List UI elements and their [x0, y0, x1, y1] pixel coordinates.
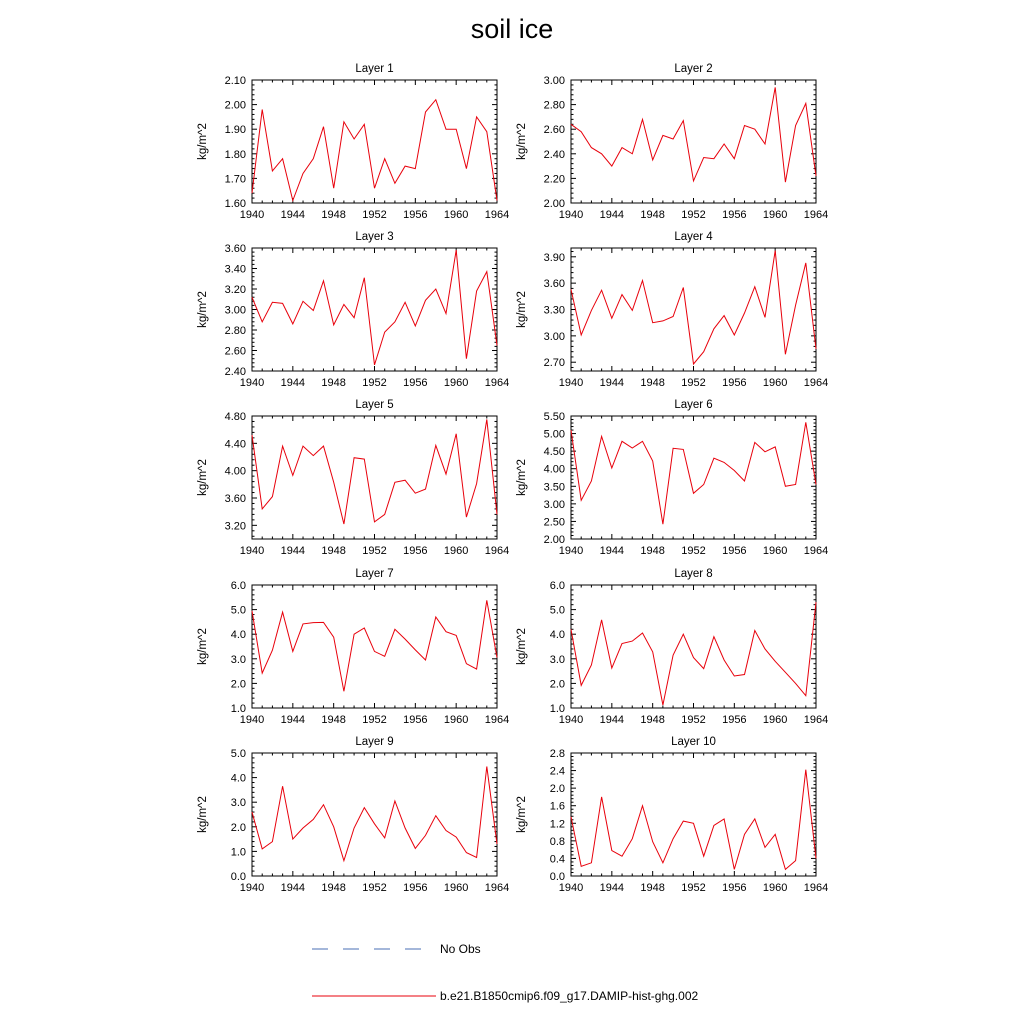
y-tick-label: 3.0 — [230, 797, 246, 810]
y-tick-label: 2.00 — [543, 198, 565, 210]
x-tick-label: 1952 — [681, 882, 706, 894]
y-tick-label: 5.50 — [543, 411, 565, 423]
y-tick-label: 2.0 — [230, 821, 246, 834]
y-tick-label: 3.00 — [543, 498, 565, 511]
y-tick-label: 2.60 — [543, 124, 565, 137]
x-tick-label: 1964 — [484, 545, 510, 557]
y-tick-label: 2.8 — [549, 748, 565, 760]
chart-panel-layer-1 — [197, 63, 509, 221]
y-tick-label: 4.0 — [230, 772, 246, 785]
y-tick-label: 5.0 — [230, 604, 246, 617]
x-tick-label: 1940 — [558, 882, 584, 894]
y-tick-label: 4.00 — [543, 463, 565, 476]
y-tick-label: 1.0 — [230, 703, 246, 715]
y-axis-label: kg/m^2 — [516, 291, 528, 328]
x-tick-label: 1948 — [321, 545, 346, 557]
x-tick-label: 1952 — [362, 377, 387, 389]
x-tick-label: 1960 — [443, 714, 469, 726]
y-tick-label: 2.50 — [543, 516, 565, 529]
x-tick-label: 1964 — [484, 209, 510, 221]
y-tick-label: 2.00 — [224, 99, 246, 112]
x-tick-label: 1960 — [443, 882, 469, 894]
x-tick-label: 1948 — [321, 714, 346, 726]
series-line-layer-4 — [571, 251, 816, 364]
y-axis-label: kg/m^2 — [516, 459, 528, 496]
x-tick-label: 1944 — [599, 545, 625, 557]
legend-label-model: b.e21.B1850cmip6.f09_g17.DAMIP-hist-ghg.002 — [440, 989, 699, 1003]
x-tick-label: 1944 — [599, 377, 625, 389]
x-tick-label: 1940 — [239, 545, 265, 557]
y-tick-label: 3.40 — [224, 263, 246, 276]
x-tick-label: 1940 — [239, 377, 265, 389]
y-axis-label: kg/m^2 — [197, 628, 209, 665]
y-axis-label: kg/m^2 — [197, 796, 209, 833]
series-line-layer-7 — [252, 600, 497, 691]
y-tick-label: 0.8 — [549, 835, 565, 848]
y-axis-label: kg/m^2 — [516, 123, 528, 160]
y-tick-label: 3.60 — [224, 243, 246, 255]
panel-title: Layer 5 — [355, 399, 394, 411]
y-tick-label: 3.00 — [543, 75, 565, 87]
y-tick-label: 3.20 — [224, 520, 246, 533]
x-tick-label: 1960 — [443, 377, 469, 389]
x-tick-label: 1948 — [640, 882, 665, 894]
x-tick-label: 1960 — [443, 209, 469, 221]
series-line-layer-10 — [571, 770, 816, 870]
y-tick-label: 3.0 — [549, 653, 565, 666]
y-tick-label: 0.0 — [549, 871, 565, 883]
x-tick-label: 1956 — [403, 545, 428, 557]
y-tick-label: 0.0 — [230, 871, 246, 883]
y-tick-label: 6.0 — [549, 580, 565, 592]
series-line-layer-5 — [252, 419, 497, 524]
y-tick-label: 2.20 — [543, 173, 565, 186]
panel-title: Layer 9 — [355, 736, 394, 748]
y-tick-label: 1.6 — [549, 800, 565, 813]
x-tick-label: 1948 — [321, 377, 346, 389]
chart-panel-layer-9 — [197, 736, 509, 894]
x-tick-label: 1948 — [640, 545, 665, 557]
y-tick-label: 1.80 — [224, 148, 246, 161]
y-tick-label: 4.0 — [230, 629, 246, 642]
plot-frame — [252, 248, 497, 371]
y-tick-label: 1.90 — [224, 124, 246, 137]
y-tick-label: 1.0 — [549, 703, 565, 715]
plot-frame — [571, 416, 816, 539]
y-tick-label: 5.00 — [543, 428, 565, 441]
x-tick-label: 1944 — [280, 377, 306, 389]
x-tick-label: 1964 — [484, 714, 510, 726]
y-tick-label: 2.40 — [224, 366, 246, 378]
x-tick-label: 1964 — [803, 714, 829, 726]
panel-title: Layer 8 — [674, 568, 713, 580]
y-tick-label: 5.0 — [230, 748, 246, 760]
y-tick-label: 4.0 — [549, 629, 565, 642]
y-axis-label: kg/m^2 — [516, 628, 528, 665]
chart-panel-layer-8 — [516, 568, 828, 726]
x-tick-label: 1944 — [599, 882, 625, 894]
chart-panel-layer-5 — [197, 399, 509, 557]
y-axis-label: kg/m^2 — [197, 291, 209, 328]
x-tick-label: 1944 — [599, 209, 625, 221]
y-tick-label: 3.60 — [543, 278, 565, 291]
x-tick-label: 1960 — [443, 545, 469, 557]
y-axis-label: kg/m^2 — [197, 123, 209, 160]
chart-panel-layer-4 — [516, 231, 828, 389]
x-tick-label: 1940 — [558, 714, 584, 726]
x-tick-label: 1956 — [403, 209, 428, 221]
x-tick-label: 1948 — [640, 377, 665, 389]
y-axis-label: kg/m^2 — [197, 459, 209, 496]
panel-title: Layer 3 — [355, 231, 394, 243]
y-tick-label: 2.80 — [224, 325, 246, 337]
y-tick-label: 5.0 — [549, 604, 565, 617]
series-line-layer-6 — [571, 422, 816, 524]
x-tick-label: 1956 — [722, 377, 747, 389]
x-tick-label: 1944 — [280, 209, 306, 221]
x-tick-label: 1956 — [722, 882, 747, 894]
y-tick-label: 3.90 — [543, 251, 565, 264]
y-tick-label: 3.30 — [543, 304, 565, 317]
y-tick-label: 2.0 — [549, 783, 565, 796]
y-tick-label: 4.80 — [224, 411, 246, 423]
panel-title: Layer 7 — [355, 568, 394, 580]
x-tick-label: 1960 — [762, 377, 788, 389]
plot-frame — [571, 248, 816, 371]
y-tick-label: 0.4 — [549, 853, 565, 866]
series-line-layer-8 — [571, 602, 816, 705]
y-tick-label: 1.2 — [549, 818, 565, 831]
y-tick-label: 4.50 — [543, 446, 565, 459]
x-tick-label: 1948 — [640, 714, 665, 726]
y-tick-label: 2.0 — [549, 678, 565, 691]
panel-title: Layer 1 — [355, 63, 394, 75]
x-tick-label: 1964 — [803, 545, 829, 557]
x-tick-label: 1948 — [640, 209, 665, 221]
x-tick-label: 1940 — [239, 714, 265, 726]
chart-panel-layer-7 — [197, 568, 509, 726]
x-tick-label: 1940 — [239, 209, 265, 221]
y-tick-label: 6.0 — [230, 580, 246, 592]
x-tick-label: 1964 — [803, 209, 829, 221]
x-tick-label: 1956 — [403, 714, 428, 726]
chart-panel-layer-3 — [197, 231, 509, 389]
x-tick-label: 1940 — [558, 209, 584, 221]
y-tick-label: 4.00 — [224, 465, 246, 478]
x-tick-label: 1956 — [403, 377, 428, 389]
x-tick-label: 1956 — [722, 209, 747, 221]
plot-frame — [571, 585, 816, 708]
y-tick-label: 3.60 — [224, 493, 246, 505]
panel-title: Layer 2 — [674, 63, 713, 75]
y-tick-label: 2.0 — [230, 678, 246, 691]
x-tick-label: 1964 — [484, 377, 510, 389]
x-tick-label: 1952 — [362, 714, 387, 726]
y-tick-label: 2.70 — [543, 357, 565, 370]
x-tick-label: 1952 — [362, 545, 387, 557]
x-tick-label: 1940 — [558, 377, 584, 389]
x-tick-label: 1952 — [362, 882, 387, 894]
x-tick-label: 1956 — [722, 545, 747, 557]
x-tick-label: 1960 — [762, 714, 788, 726]
panel-title: Layer 4 — [674, 231, 713, 243]
x-tick-label: 1952 — [681, 714, 706, 726]
y-tick-label: 3.00 — [224, 304, 246, 317]
y-tick-label: 2.60 — [224, 345, 246, 358]
y-tick-label: 2.00 — [543, 534, 565, 546]
y-tick-label: 2.40 — [543, 148, 565, 161]
y-tick-label: 4.40 — [224, 438, 246, 451]
y-tick-label: 3.20 — [224, 284, 246, 296]
x-tick-label: 1956 — [403, 882, 428, 894]
x-tick-label: 1948 — [321, 209, 346, 221]
x-tick-label: 1944 — [599, 714, 625, 726]
panel-title: Layer 6 — [674, 399, 713, 411]
y-tick-label: 2.4 — [549, 765, 565, 778]
y-tick-label: 3.0 — [230, 653, 246, 666]
y-tick-label: 3.50 — [543, 481, 565, 494]
chart-panel-layer-10 — [516, 736, 828, 894]
x-tick-label: 1940 — [558, 545, 584, 557]
x-tick-label: 1944 — [280, 545, 306, 557]
y-tick-label: 3.00 — [543, 330, 565, 343]
series-line-layer-9 — [252, 767, 497, 861]
y-tick-label: 1.70 — [224, 173, 246, 186]
series-line-layer-2 — [571, 87, 816, 182]
x-tick-label: 1952 — [362, 209, 387, 221]
x-tick-label: 1964 — [803, 882, 829, 894]
series-line-layer-1 — [252, 100, 497, 201]
x-tick-label: 1944 — [280, 882, 306, 894]
legend-label-no-obs: No Obs — [440, 942, 481, 956]
page-title: soil ice — [470, 14, 554, 44]
x-tick-label: 1964 — [803, 377, 829, 389]
x-tick-label: 1944 — [280, 714, 306, 726]
plot-frame — [571, 753, 816, 876]
x-tick-label: 1960 — [762, 882, 788, 894]
x-tick-label: 1940 — [239, 882, 265, 894]
chart-panel-layer-6 — [516, 399, 828, 557]
plot-frame — [252, 753, 497, 876]
chart-panel-layer-2 — [516, 63, 828, 221]
x-tick-label: 1952 — [681, 545, 706, 557]
y-tick-label: 1.0 — [230, 846, 246, 859]
series-line-layer-3 — [252, 250, 497, 365]
plot-frame — [571, 80, 816, 203]
x-tick-label: 1952 — [681, 209, 706, 221]
y-tick-label: 1.60 — [224, 198, 246, 210]
legend — [312, 942, 698, 1003]
x-tick-label: 1952 — [681, 377, 706, 389]
y-tick-label: 2.80 — [543, 99, 565, 112]
x-tick-label: 1964 — [484, 882, 510, 894]
x-tick-label: 1948 — [321, 882, 346, 894]
x-tick-label: 1960 — [762, 209, 788, 221]
panel-title: Layer 10 — [671, 736, 716, 748]
x-tick-label: 1956 — [722, 714, 747, 726]
y-tick-label: 2.10 — [224, 75, 246, 87]
x-tick-label: 1960 — [762, 545, 788, 557]
y-axis-label: kg/m^2 — [516, 796, 528, 833]
